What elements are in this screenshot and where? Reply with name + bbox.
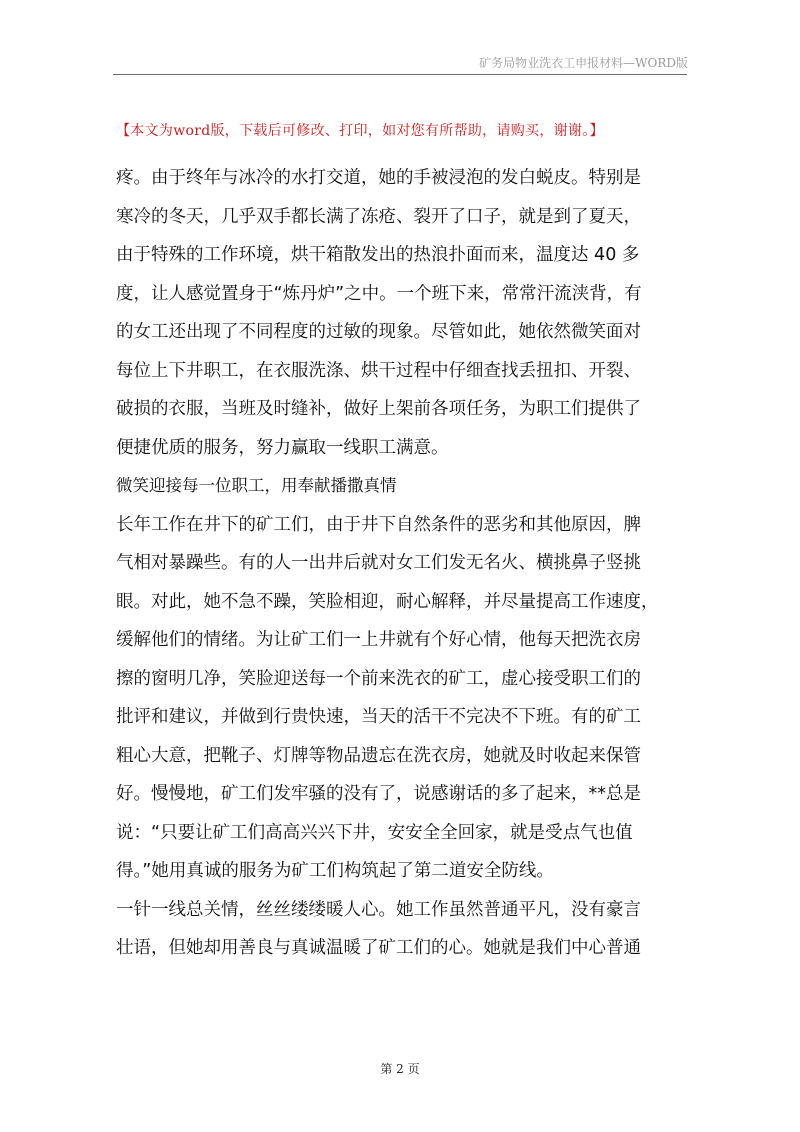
paragraph-line: 的女工还出现了不同程度的过敏的现象。尽管如此，她依然微笑面对 [116,322,641,342]
paragraph-line: 长年工作在井下的矿工们，由于井下自然条件的恶劣和其他原因，脾 [116,514,641,535]
paragraph-line: 寒冷的冬天，几乎双手都长满了冻疮、裂开了口子，就是到了夏天， [116,206,641,227]
body-text [116,159,686,968]
paragraph-line: 批评和建议，并做到行贵快速，当天的活干不完决不下班。有的矿工 [116,707,641,727]
paragraph-line: 眼。对此，她不急不躁，笑脸相迎，耐心解释，并尽量提高工作速度， [116,591,659,612]
paragraph-line: 说：“只要让矿工们高高兴兴下井，安安全全回家，就是受点气也值 [116,822,633,843]
paragraph-line: 度，让人感觉置身于“炼丹炉”之中。一个班下来，常常汗流浃背，有 [116,283,642,304]
page-header: 矿务局物业洗衣工申报材料—WORD版 [479,56,688,70]
paragraph-line: 擦的窗明几净，笑脸迎送每一个前来洗衣的矿工，虚心接受职工们的 [116,668,641,689]
paragraph-line: 每位上下井职工，在衣服洗涤、烘干过程中仔细查找丢扭扣、开裂、 [116,360,641,381]
paragraph-line: 一针一线总关情，丝丝缕缕暖人心。她工作虽然普通平凡，没有豪言 [116,899,641,920]
paragraph-line: 由于特殊的工作环境，烘干箱散发出的热浪扑面而来，温度达 40 多 [116,245,640,265]
section-heading: 微笑迎接每一位职工，用奉献播撒真情 [116,476,397,495]
page-number: 第 2 页 [380,1062,420,1076]
paragraph-line: 得。”她用真诚的服务为矿工们构筑起了第二道安全防线。 [116,861,554,881]
paragraph-line: 破损的衣服，当班及时缝补，做好上架前各项任务，为职工们提供了 [116,399,641,419]
paragraph-line: 气相对暴躁些。有的人一出井后就对女工们发无名火、横挑鼻子竖挑 [116,553,641,573]
paragraph-line: 壮语，但她却用善良与真诚温暖了矿工们的心。她就是我们中心普通 [116,938,641,958]
paragraph-line: 便捷优质的服务，努力赢取一线职工满意。 [116,437,449,458]
paragraph-line: 缓解他们的情绪。为让矿工们一上井就有个好心情，他每天把洗衣房 [116,630,641,650]
download-notice: 【本文为word版，下载后可修改、打印，如对您有所帮助，请购买，谢谢。】 [116,123,604,139]
header-divider [113,74,687,75]
paragraph-line: 疼。由于终年与冰冷的水打交道，她的手被浸泡的发白蜕皮。特别是 [116,168,641,188]
paragraph-line: 粗心大意，把靴子、灯牌等物品遗忘在洗衣房，她就及时收起来保管 [116,745,641,766]
paragraph-line: 好。慢慢地，矿工们发牢骚的没有了，说感谢话的多了起来，**总是 [116,784,641,804]
